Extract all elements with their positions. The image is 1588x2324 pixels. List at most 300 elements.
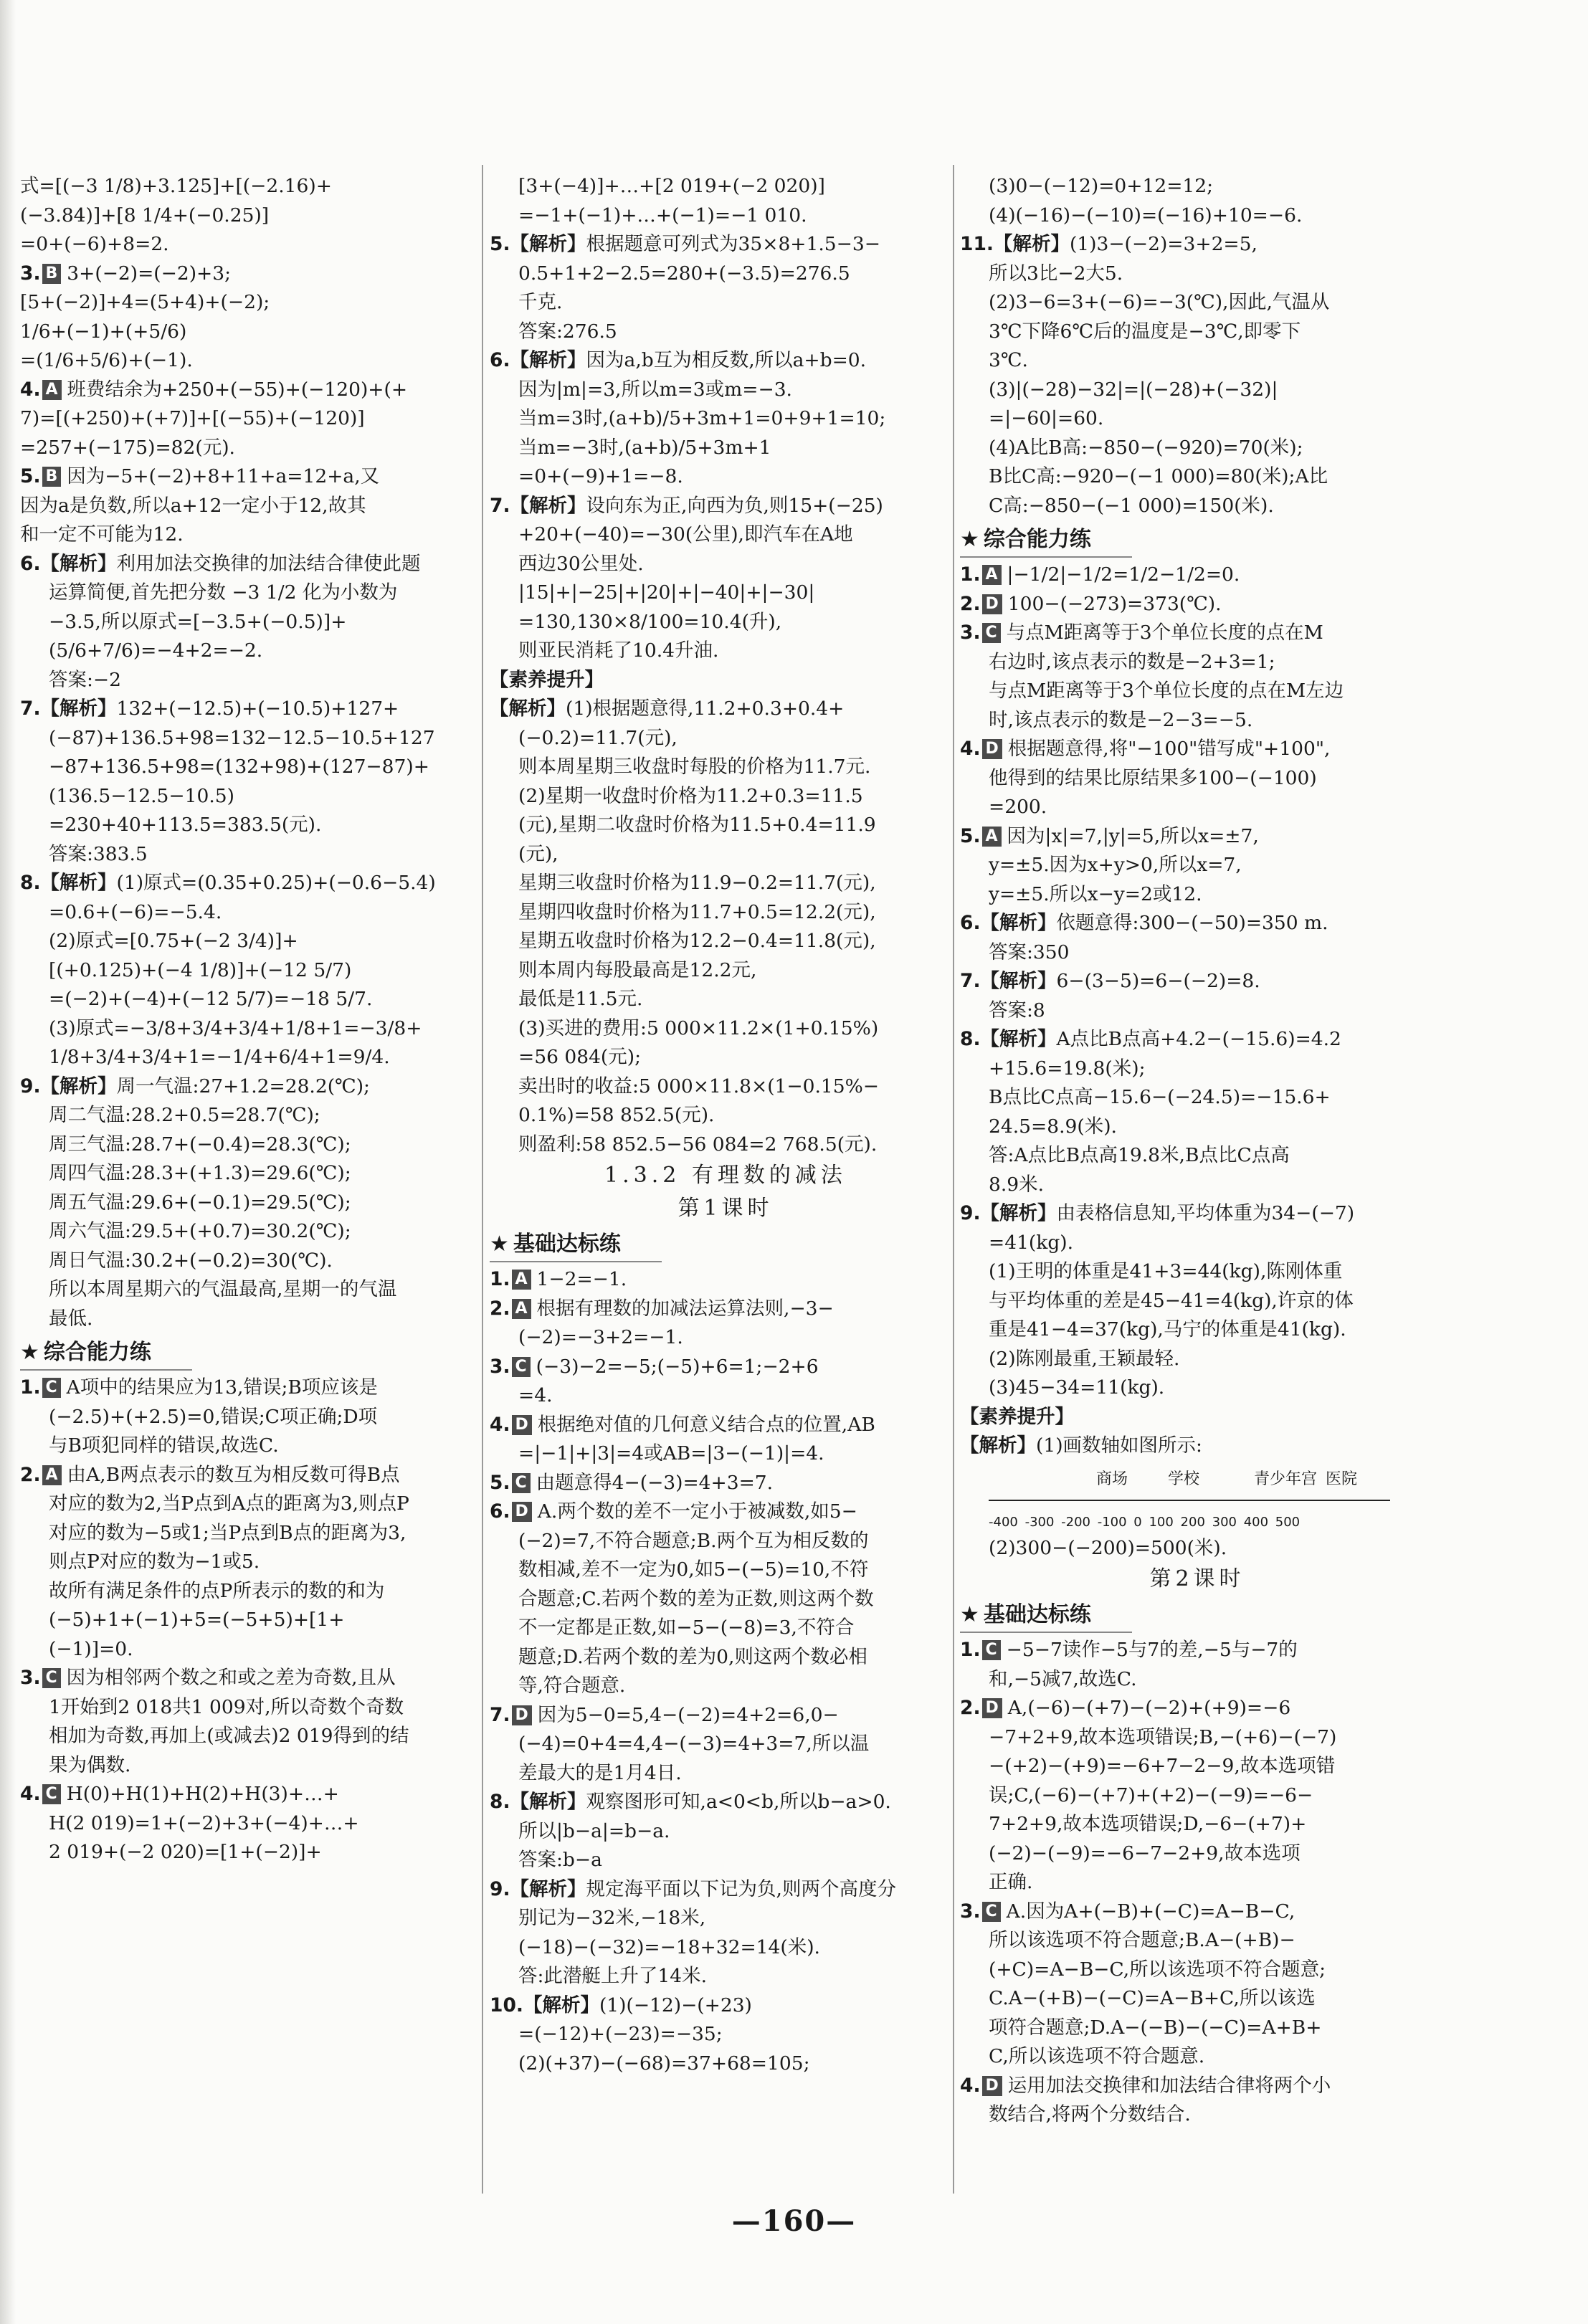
- answer-item: [960, 735, 1435, 764]
- answer-text: (3)买进的费用:5 000×11.2×(1+0.15%): [518, 1016, 879, 1039]
- answer-line: [960, 346, 1435, 376]
- answer-item: [20, 869, 492, 898]
- answer-text: 班费结余为+250+(−55)+(−120)+(+: [67, 378, 408, 401]
- answer-line: [960, 201, 1435, 231]
- item-number: 2.: [960, 1697, 981, 1719]
- answer-line: [960, 1926, 1435, 1956]
- answer-line: [20, 172, 492, 201]
- answer-line: [490, 2049, 961, 2079]
- answer-choice-badge: A: [982, 827, 1002, 847]
- answer-line: [490, 1072, 961, 1102]
- answer-text: H(2 019)=1+(−2)+3+(−4)+…+: [49, 1811, 359, 1834]
- answer-item: [490, 1991, 961, 2021]
- section-heading: [960, 1599, 1132, 1633]
- answer-text: =130,130×8/100=10.4(升),: [518, 610, 782, 633]
- answer-item: [490, 1788, 961, 1817]
- answer-text: 因为a是负数,所以a+12一定小于12,故其: [20, 494, 366, 517]
- lesson-title: 1.3.2 有理数的减法: [604, 1163, 847, 1188]
- lesson-title: 第1课时: [677, 1196, 774, 1221]
- answer-text: 因为5−0=5,4−(−2)=4+2=6,0−: [537, 1703, 839, 1726]
- answer-text: [(+0.125)+(−4 1/8)]+(−12 5/7): [49, 958, 352, 981]
- answer-line: [490, 404, 961, 434]
- answer-text: 星期四收盘时价格为11.7+0.5=12.2(元),: [518, 900, 876, 923]
- answer-text: (−2)−(−9)=−6−7−2+9,故本选项: [989, 1842, 1301, 1865]
- answer-item: [960, 590, 1435, 619]
- answer-line: [490, 753, 961, 782]
- answer-text: 24.5=8.9(米).: [989, 1115, 1117, 1138]
- answer-text: 和,−5减7,故选C.: [989, 1667, 1137, 1690]
- answer-line: [960, 851, 1435, 880]
- answer-line: [960, 1868, 1435, 1897]
- column-right: [960, 172, 1435, 2130]
- answer-text: 周五气温:29.6+(−0.1)=29.5(℃);: [49, 1191, 351, 1214]
- answer-text: 0.1%)=58 852.5(元).: [518, 1104, 715, 1126]
- answer-line: [20, 840, 492, 870]
- answer-line: [20, 637, 492, 666]
- answer-line: [20, 1432, 492, 1461]
- answer-line: [20, 1577, 492, 1606]
- answer-text: 运用加法交换律和加法结合律将两个小: [1007, 2074, 1331, 2097]
- analysis-tag: 【解析】: [980, 1202, 1057, 1224]
- answer-line: [490, 2020, 961, 2049]
- answer-line: [20, 1043, 492, 1072]
- star-icon: ★: [20, 1340, 39, 1365]
- answer-line: [20, 1101, 492, 1130]
- answer-text: A.两个数的差不一定小于被减数,如5−: [537, 1500, 857, 1523]
- answer-text: 与点M距离等于3个单位长度的点在M左边: [989, 680, 1344, 702]
- answer-text: C,所以该选项不符合题意.: [989, 2045, 1205, 2067]
- answer-text: 答:此潜艇上升了14米.: [518, 1965, 708, 1987]
- star-icon: ★: [960, 527, 979, 552]
- answer-text: =41(kg).: [989, 1231, 1074, 1254]
- answer-line: [490, 869, 961, 898]
- answer-text: (1)根据题意得,11.2+0.3+0.4+: [566, 697, 845, 720]
- answer-text: 132+(−12.5)+(−10.5)+127+: [116, 697, 399, 720]
- answer-line: [490, 1933, 961, 1963]
- answer-item: [960, 1636, 1435, 1665]
- answer-text: 由表格信息知,平均体重为34−(−7): [1056, 1202, 1355, 1224]
- answer-text: 观察图形可知,a<0<b,所以b−a>0.: [586, 1791, 891, 1813]
- answer-line: [490, 695, 961, 724]
- answer-line: [20, 201, 492, 231]
- answer-line: [20, 1751, 492, 1781]
- item-number: 8.: [20, 872, 41, 894]
- answer-line: [490, 840, 961, 870]
- answer-text: 则本周内每股最高是12.2元,: [518, 958, 757, 981]
- answer-text: 合题意;C.若两个数的差为正数,则这两个数: [518, 1587, 874, 1610]
- item-number: 4.: [490, 1413, 510, 1436]
- answer-line: [960, 1287, 1435, 1316]
- answer-text: 答案:b−a: [518, 1849, 602, 1871]
- answer-line: [490, 376, 961, 405]
- answer-text: 1/6+(−1)+(+5/6): [20, 320, 187, 343]
- answer-text: |−1/2|−1/2=1/2−1/2=0.: [1007, 563, 1240, 586]
- answer-line: [960, 1229, 1435, 1258]
- section-heading: [20, 1336, 192, 1371]
- answer-text: 答案:350: [989, 940, 1070, 963]
- answer-line: [960, 1373, 1435, 1403]
- answer-line: [20, 1014, 492, 1044]
- answer-text: 设向东为正,向西为负,则15+(−25): [586, 494, 883, 517]
- answer-text: 2 019+(−2 020)=[1+(−2)]+: [49, 1841, 322, 1863]
- answer-line: [490, 318, 961, 347]
- answer-item: [20, 462, 492, 492]
- answer-line: [490, 1585, 961, 1614]
- answer-line: [20, 1403, 492, 1432]
- answer-text: 利用加法交换律的加法结合律使此题: [116, 552, 421, 575]
- analysis-tag: 【解析】: [980, 912, 1057, 934]
- answer-item: [20, 1373, 492, 1403]
- answer-item: [490, 1411, 961, 1440]
- answer-text: (−3.84)]+[8 1/4+(−0.25)]: [20, 204, 270, 227]
- answer-text: 运算简便,首先把分数 −3 1/2 化为小数为: [49, 581, 398, 604]
- answer-choice-badge: D: [982, 1698, 1002, 1718]
- answer-line: [960, 434, 1435, 463]
- answer-line: [20, 434, 492, 463]
- answer-line: [960, 1171, 1435, 1200]
- answer-line: [960, 172, 1435, 201]
- answer-item: [20, 550, 492, 579]
- answer-choice-badge: D: [512, 1705, 532, 1725]
- answer-line: [960, 938, 1435, 968]
- answer-text: [5+(−2)]+4=(5+4)+(−2);: [20, 291, 270, 313]
- answer-item: [960, 822, 1435, 852]
- answer-text: B点比C点高−15.6−(−24.5)=−15.6+: [989, 1086, 1331, 1108]
- answer-text: 6−(3−5)=6−(−2)=8.: [1056, 970, 1260, 992]
- answer-line: [20, 898, 492, 928]
- answer-line: [490, 1614, 961, 1643]
- answer-text: 周日气温:30.2+(−0.2)=30(℃).: [49, 1249, 333, 1272]
- answer-text: 题意;D.若两个数的差为0,则这两个数必相: [518, 1645, 867, 1668]
- analysis-tag: 【解析】: [40, 1075, 117, 1097]
- item-number: 5.: [960, 824, 981, 847]
- answer-line: [20, 1809, 492, 1839]
- answer-line: [490, 550, 961, 579]
- answer-text: (2)(+37)−(−68)=37+68=105;: [518, 2052, 810, 2075]
- star-icon: ★: [960, 1602, 979, 1627]
- item-number: 3.: [490, 1355, 510, 1378]
- answer-text: 所以该选项不符合题意;B.A−(+B)−: [989, 1929, 1295, 1951]
- analysis-tag: 【解析】: [510, 1877, 586, 1900]
- answer-choice-badge: B: [42, 264, 62, 284]
- answer-text: (元),: [518, 842, 558, 865]
- answer-text: 周一气温:27+1.2=28.2(℃);: [116, 1075, 370, 1097]
- answer-item: [20, 1072, 492, 1102]
- answer-text: (1)王明的体重是41+3=44(kg),陈刚体重: [989, 1260, 1343, 1282]
- answer-text: 依题意得:300−(−50)=350 m.: [1056, 912, 1328, 934]
- answer-line: [960, 462, 1435, 492]
- answer-choice-badge: A: [512, 1299, 531, 1319]
- item-number: 8.: [490, 1791, 510, 1813]
- answer-text: H(0)+H(1)+H(2)+H(3)+…+: [66, 1783, 339, 1805]
- answer-text: 因为−5+(−2)+8+11+a=12+a,又: [67, 465, 380, 487]
- answer-line: [20, 1693, 492, 1723]
- answer-text: 根据题意可列式为35×8+1.5−3−: [586, 233, 880, 255]
- answer-text: +20+(−40)=−30(公里),即汽车在A地: [518, 523, 853, 546]
- item-number: 7.: [490, 494, 510, 517]
- answer-item: [490, 492, 961, 521]
- answer-line: [490, 724, 961, 753]
- answer-text: 最低.: [49, 1307, 93, 1330]
- item-number: 3.: [960, 1900, 981, 1923]
- answer-item: [20, 1461, 492, 1490]
- answer-text: (−18)−(−32)=−18+32=14(米).: [518, 1935, 820, 1958]
- item-number: 9.: [490, 1877, 510, 1900]
- answer-line: [490, 985, 961, 1014]
- answer-line: [960, 2014, 1435, 2043]
- item-number: 3.: [20, 262, 41, 285]
- answer-text: 最低是11.5元.: [518, 988, 643, 1010]
- item-number: 5.: [490, 1471, 510, 1494]
- answer-line: [490, 898, 961, 928]
- answer-text: (4)(−16)−(−10)=(−16)+10=−6.: [989, 204, 1303, 227]
- answer-text: (2)原式=[0.75+(−2 3/4)]+: [49, 930, 298, 952]
- answer-line: [20, 753, 492, 782]
- answer-line: [490, 288, 961, 318]
- answer-line: [490, 578, 961, 608]
- answer-text: 答:A点比B点高19.8米,B点比C点高: [989, 1144, 1290, 1166]
- answer-item: [490, 1701, 961, 1730]
- answer-line: [20, 1217, 492, 1247]
- answer-text: 他得到的结果比原结果多100−(−100): [989, 766, 1317, 789]
- answer-line: [490, 259, 961, 289]
- item-number: 5.: [490, 233, 510, 255]
- answer-text: (1)(−12)−(+23): [599, 1994, 752, 2016]
- answer-line: [960, 492, 1435, 521]
- star-icon: ★: [490, 1232, 509, 1257]
- analysis-tag: 【解析】: [980, 1028, 1057, 1050]
- answer-line: [490, 520, 961, 550]
- answer-line: [20, 608, 492, 637]
- answer-choice-badge: A: [42, 1465, 62, 1485]
- section-heading: [490, 1228, 662, 1262]
- answer-item: [490, 230, 961, 259]
- item-number: 6.: [490, 349, 510, 371]
- analysis-tag: 【解析】: [40, 552, 117, 575]
- answer-text: 根据绝对值的几何意义结合点的位置,AB: [537, 1413, 875, 1436]
- answer-text: +15.6=19.8(米);: [989, 1057, 1146, 1080]
- answer-text: B比C高:−920−(−1 000)=80(米);A比: [989, 465, 1328, 487]
- analysis-tag: 【解析】: [40, 697, 117, 720]
- answer-text: C高:−850−(−1 000)=150(米).: [989, 494, 1274, 517]
- answer-item: [490, 1875, 961, 1905]
- answer-text: =200.: [989, 796, 1047, 818]
- answer-text: 答案:276.5: [518, 320, 617, 343]
- page-edge-shadow: [0, 0, 16, 2324]
- answer-choice-badge: C: [512, 1357, 531, 1377]
- answer-line: [20, 666, 492, 695]
- answer-text: −(+2)−(+9)=−6+7−2−9,故本选项错: [989, 1755, 1336, 1777]
- answer-text: (+C)=A−B−C,所以该选项不符合题意;: [989, 1958, 1326, 1981]
- answer-choice-badge: A: [982, 565, 1002, 585]
- answer-choice-badge: D: [982, 2076, 1002, 2096]
- item-number: 6.: [490, 1500, 510, 1523]
- answer-line: [960, 288, 1435, 318]
- answer-text: =0+(−9)+1=−8.: [518, 465, 683, 487]
- answer-text: (4)A比B高:−850−(−920)=70(米);: [989, 436, 1303, 459]
- number-line-label: 青少年宫: [1254, 1470, 1318, 1488]
- answer-line: [960, 259, 1435, 289]
- answer-text: =−1+(−1)+…+(−1)=−1 010.: [518, 204, 807, 227]
- answer-line: [960, 793, 1435, 822]
- answer-text: (2)陈刚最重,王颖最轻.: [989, 1347, 1180, 1370]
- answer-line: [490, 1759, 961, 1789]
- answer-line: [960, 1752, 1435, 1781]
- answer-line: [490, 1014, 961, 1044]
- column-divider: [953, 165, 954, 2194]
- answer-text: =(−12)+(−23)=−35;: [518, 2023, 723, 2045]
- column-divider: [482, 165, 483, 2194]
- answer-item: [20, 695, 492, 724]
- answer-line: [490, 172, 961, 201]
- analysis-tag: 【解析】: [960, 1434, 1036, 1457]
- subsection-label: 【素养提升】: [490, 668, 604, 691]
- answer-line: [960, 1141, 1435, 1171]
- answer-item: [20, 1664, 492, 1693]
- answer-choice-badge: D: [982, 739, 1002, 759]
- answer-line: [490, 1672, 961, 1701]
- subsection-label: 【素养提升】: [960, 1405, 1074, 1428]
- answer-text: (136.5−12.5−10.5): [49, 784, 234, 807]
- answer-text: 则盈利:58 852.5−56 084=2 768.5(元).: [518, 1133, 878, 1156]
- answer-line: [960, 1345, 1435, 1374]
- item-number: 4.: [960, 738, 981, 760]
- column-left: [20, 172, 492, 1867]
- answer-text: (1)3−(−2)=3+2=5,: [1069, 233, 1257, 255]
- answer-choice-badge: C: [42, 1668, 61, 1688]
- answer-text: |15|+|−25|+|20|+|−40|+|−30|: [518, 581, 815, 604]
- number-line-ticks: -400 -300 -200 -100 0 100 200 300 400 500: [989, 1514, 1301, 1530]
- answer-text: (−2)=7,不符合题意;B.两个互为相反数的: [518, 1529, 869, 1552]
- answer-item: [960, 2072, 1435, 2101]
- answer-line: [960, 404, 1435, 434]
- answer-text: =230+40+113.5=383.5(元).: [49, 814, 322, 836]
- answer-line: [490, 608, 961, 637]
- answer-choice-badge: C: [982, 623, 1001, 643]
- answer-item: [20, 376, 492, 405]
- answer-line: [20, 1606, 492, 1635]
- answer-text: 当m=3时,(a+b)/5+3m+1=0+9+1=10;: [518, 407, 886, 429]
- answer-text: 根据有理数的加减法运算法则,−3−: [536, 1297, 834, 1320]
- answer-line: [490, 1643, 961, 1672]
- answer-text: −87+136.5+98=(132+98)+(127−87)+: [49, 756, 429, 778]
- answer-text: 1−2=−1.: [536, 1268, 627, 1290]
- answer-line: [490, 1817, 961, 1847]
- answer-line: [960, 1257, 1435, 1287]
- analysis-tag: 【解析】: [510, 349, 586, 371]
- answer-line: [960, 1956, 1435, 1985]
- answer-choice-badge: C: [982, 1640, 1001, 1660]
- answer-choice-badge: D: [982, 594, 1002, 614]
- answer-item: [960, 1199, 1435, 1229]
- answer-line: [490, 1556, 961, 1585]
- answer-line: [490, 1439, 961, 1469]
- answer-choice-badge: D: [512, 1502, 532, 1522]
- section-title: 基础达标练: [983, 1602, 1091, 1627]
- answer-text: (3)原式=−3/8+3/4+3/4+1/8+1=−3/8+: [49, 1016, 422, 1039]
- answer-text: 答案:−2: [49, 668, 121, 691]
- answer-line: [490, 811, 961, 840]
- answer-text: 项符合题意;D.A−(−B)−(−C)=A+B+: [989, 2016, 1322, 2039]
- answer-text: 误;C,(−6)−(+7)+(+2)−(−9)=−6−: [989, 1784, 1313, 1806]
- answer-line: [20, 811, 492, 840]
- answer-line: [960, 1839, 1435, 1869]
- answer-line: [960, 1810, 1435, 1839]
- answer-text: 则点P对应的数为−1或5.: [49, 1551, 260, 1573]
- answer-text: =|−1|+|3|=4或AB=|3−(−1)|=4.: [518, 1442, 824, 1465]
- page-number: —160—: [731, 2204, 857, 2238]
- answer-text: −5−7读作−5与7的差,−5与−7的: [1006, 1639, 1298, 1661]
- answer-line: [960, 880, 1435, 910]
- answer-text: 与点M距离等于3个单位长度的点在M: [1006, 622, 1323, 644]
- answer-text: =|−60|=60.: [989, 407, 1104, 429]
- answer-text: 答案:8: [989, 999, 1045, 1021]
- answer-text: 1/8+3/4+3/4+1=−1/4+6/4+1=9/4.: [49, 1046, 390, 1068]
- answer-line: [960, 1984, 1435, 2014]
- answer-line: [20, 927, 492, 956]
- item-number: 2.: [20, 1463, 41, 1486]
- answer-choice-badge: C: [42, 1784, 61, 1804]
- answer-item: [960, 1025, 1435, 1054]
- answer-text: 西边30公里处.: [518, 552, 644, 575]
- item-number: 3.: [960, 622, 981, 644]
- answer-line: [20, 346, 492, 376]
- answer-line: [490, 1381, 961, 1411]
- answer-line: [490, 1962, 961, 1991]
- answer-text: (3)0−(−12)=0+12=12;: [989, 175, 1214, 197]
- item-number: 9.: [20, 1075, 41, 1097]
- answer-line: [490, 1730, 961, 1759]
- answer-text: 差最大的是1月4日.: [518, 1761, 682, 1784]
- analysis-tag: 【解析】: [490, 697, 566, 720]
- answer-text: 7+2+9,故本选项错误;D,−6−(+7)+: [989, 1813, 1307, 1835]
- answer-line: [960, 677, 1435, 706]
- answer-text: =56 084(元);: [518, 1046, 642, 1068]
- answer-text: (3)45−34=11(kg).: [989, 1376, 1165, 1399]
- answer-line: [960, 1723, 1435, 1753]
- answer-text: 规定海平面以下记为负,则两个高度分: [586, 1877, 896, 1900]
- answer-text: (−3)−2=−5;(−5)+6=1;−2+6: [536, 1355, 819, 1378]
- answer-item: [490, 1265, 961, 1295]
- analysis-tag: 【解析】: [510, 233, 586, 255]
- answer-text: 7)=[(+250)+(+7)]+[(−55)+(−120)]: [20, 407, 365, 429]
- answer-text: 8.9米.: [989, 1173, 1045, 1196]
- answer-line: [490, 434, 961, 463]
- answer-item: [490, 346, 961, 376]
- answer-text: A,(−6)−(+7)−(−2)+(+9)=−6: [1007, 1697, 1291, 1719]
- answer-line: [20, 782, 492, 811]
- answer-text: 数结合,将两个分数结合.: [989, 2103, 1191, 2125]
- answer-line: [20, 1490, 492, 1519]
- answer-line: [960, 1665, 1435, 1695]
- answer-line: [490, 1101, 961, 1130]
- answer-line: [490, 782, 961, 811]
- item-number: 9.: [960, 1202, 981, 1224]
- answer-line: [20, 956, 492, 986]
- answer-line: [20, 1722, 492, 1751]
- answer-item: [960, 230, 1435, 259]
- answer-item: [960, 967, 1435, 996]
- item-number: 4.: [20, 378, 41, 401]
- item-number: 2.: [490, 1297, 510, 1320]
- answer-item: [490, 1469, 961, 1498]
- answer-line: [20, 1189, 492, 1218]
- number-line-figure: [989, 1465, 1435, 1530]
- answer-text: =0.6+(−6)=−5.4.: [49, 900, 222, 923]
- answer-text: 星期三收盘时价格为11.9−0.2=11.7(元),: [518, 872, 876, 894]
- answer-text: 因为a,b互为相反数,所以a+b=0.: [586, 349, 867, 371]
- answer-text: −3.5,所以原式=[−3.5+(−0.5)]+: [49, 610, 347, 633]
